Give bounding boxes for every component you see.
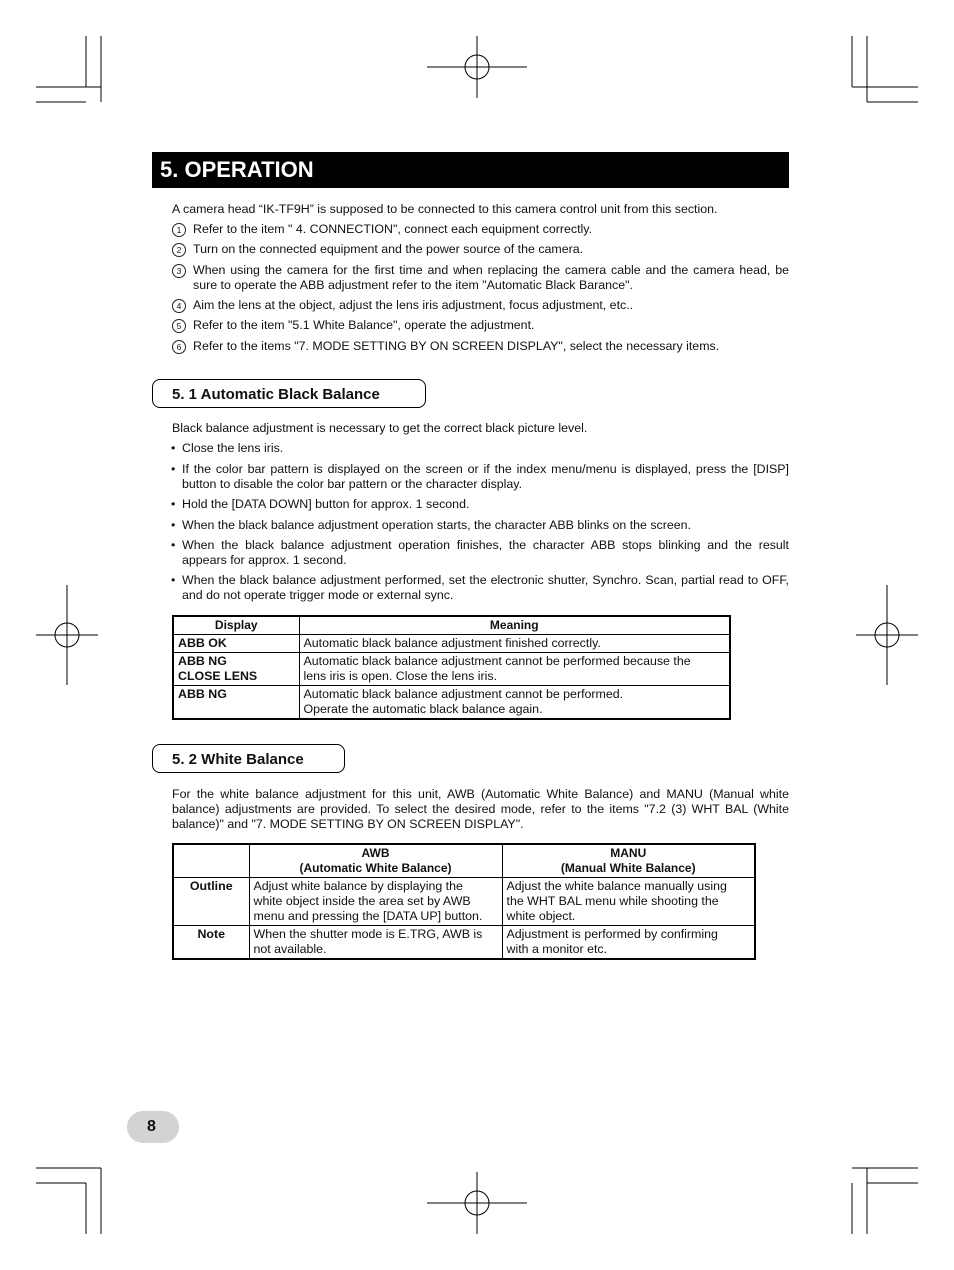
manu-line: white object. — [506, 909, 576, 923]
header-line: AWB — [361, 846, 390, 860]
meaning-line: Operate the automatic black balance again. — [303, 702, 543, 716]
table-cell-manu — [502, 878, 755, 926]
table-header-meaning: Meaning — [299, 616, 730, 635]
display-line: ABB NG — [178, 687, 227, 701]
awb-line: Adjust white balance by displaying the — [253, 879, 463, 893]
step-number-4: 4 — [172, 299, 186, 313]
table-header-row — [173, 844, 755, 878]
header-line: (Manual White Balance) — [560, 861, 696, 875]
step-number-1: 1 — [172, 223, 186, 237]
meaning-line: lens iris is open. Close the lens iris. — [303, 669, 498, 683]
awb-line: When the shutter mode is E.TRG, AWB is — [253, 927, 483, 941]
step-text-4: Aim the lens at the object, adjust the lens iris adjustment, focus adjustment, etc.. — [193, 298, 634, 312]
subsection-heading-wb: 5. 2 White Balance — [152, 744, 345, 773]
table-header-awb — [249, 844, 502, 878]
abb-display-table — [172, 615, 731, 720]
table-header-display: Display — [173, 616, 299, 635]
table-cell-meaning — [299, 635, 730, 653]
abb-bullet-3: Hold the [DATA DOWN] button for approx. 1 second. — [182, 497, 470, 511]
table-cell-meaning — [299, 686, 730, 720]
manu-line: Adjustment is performed by confirming — [506, 927, 718, 941]
table-row — [173, 878, 755, 926]
manu-line: the WHT BAL menu while shooting the — [506, 894, 719, 908]
meaning-line: Automatic black balance adjustment cannot be performed because the — [303, 654, 691, 668]
display-line: CLOSE LENS — [178, 669, 258, 683]
table-header-row — [173, 616, 730, 635]
section-intro: A camera head “IK-TF9H” is supposed to be connected to this camera control unit from this section. — [172, 202, 718, 216]
step-text-6: Refer to the items "7. MODE SETTING BY ON SCREEN DISPLAY", select the necessary items. — [193, 339, 720, 353]
bullet-marker: • — [171, 462, 176, 476]
subsection-heading-abb: 5. 1 Automatic Black Balance — [152, 379, 426, 408]
table-cell-display — [173, 635, 299, 653]
table-cell-label: Outline — [173, 878, 249, 926]
display-line: ABB NG — [178, 654, 227, 668]
abb-bullet-2: If the color bar pattern is displayed on the screen or if the index menu/menu is displayed, press the [DISP] button to disable the color bar pattern or the character display. — [182, 462, 789, 491]
manu-line: with a monitor etc. — [506, 942, 608, 956]
step-text-3: When using the camera for the first time and when replacing the camera cable and the camera head, be sure to operate the ABB adjustment refer to the item "Automatic Black Barance". — [193, 263, 789, 292]
step-text-2: Turn on the connected equipment and the power source of the camera. — [193, 242, 584, 256]
header-line: MANU — [610, 846, 647, 860]
abb-bullet-6: When the black balance adjustment performed, set the electronic shutter, Synchro. Scan, partial read to OFF, and do not operate trigger mode or external sync. — [182, 573, 789, 602]
step-text-5: Refer to the item "5.1 White Balance", operate the adjustment. — [193, 318, 535, 332]
table-cell-label: Note — [173, 926, 249, 960]
table-cell-awb — [249, 926, 502, 960]
meaning-line: Automatic black balance adjustment cannot be performed. — [303, 687, 624, 701]
section-title: 5. OPERATION — [152, 152, 789, 188]
table-cell-display — [173, 653, 299, 686]
display-line: ABB OK — [178, 636, 227, 650]
abb-bullet-5: When the black balance adjustment operation finishes, the character ABB stops blinking and the result appears for approx. 1 second. — [182, 538, 789, 567]
header-line: (Automatic White Balance) — [299, 861, 452, 875]
table-cell-meaning — [299, 653, 730, 686]
table-row — [173, 926, 755, 960]
table-cell-manu — [502, 926, 755, 960]
table-header-manu — [502, 844, 755, 878]
abb-intro: Black balance adjustment is necessary to get the correct black picture level. — [172, 421, 588, 435]
table-row — [173, 635, 730, 653]
wb-intro: For the white balance adjustment for this unit, AWB (Automatic White Balance) and MANU (Manual white balance) adjustments are provided. To select the desired mode, refer to the items "7.2 (3) WHT BAL (White balance)" and "7. MODE SETTING BY ON SCREEN DISPLAY". — [172, 787, 789, 831]
page-number: 8 — [147, 1118, 156, 1135]
step-number-5: 5 — [172, 319, 186, 333]
step-text-1: Refer to the item " 4. CONNECTION", connect each equipment correctly. — [193, 222, 593, 236]
awb-line: white object inside the area set by AWB — [253, 894, 471, 908]
awb-line: menu and pressing the [DATA UP] button. — [253, 909, 483, 923]
abb-bullet-1: Close the lens iris. — [182, 441, 284, 455]
manu-line: Adjust the white balance manually using — [506, 879, 727, 893]
abb-bullet-4: When the black balance adjustment operation starts, the character ABB blinks on the screen. — [182, 518, 691, 532]
table-cell-display — [173, 686, 299, 720]
bullet-marker: • — [171, 497, 176, 511]
table-cell-awb — [249, 878, 502, 926]
step-number-3: 3 — [172, 264, 186, 278]
awb-line: not available. — [253, 942, 327, 956]
meaning-line: Automatic black balance adjustment finished correctly. — [303, 636, 601, 650]
wb-mode-table — [172, 843, 756, 960]
table-row — [173, 653, 730, 686]
step-number-6: 6 — [172, 340, 186, 354]
bullet-marker: • — [171, 441, 176, 455]
bullet-marker: • — [171, 518, 176, 532]
table-header-blank — [173, 844, 249, 878]
bullet-marker: • — [171, 538, 176, 552]
table-row — [173, 686, 730, 720]
step-number-2: 2 — [172, 243, 186, 257]
bullet-marker: • — [171, 573, 176, 587]
